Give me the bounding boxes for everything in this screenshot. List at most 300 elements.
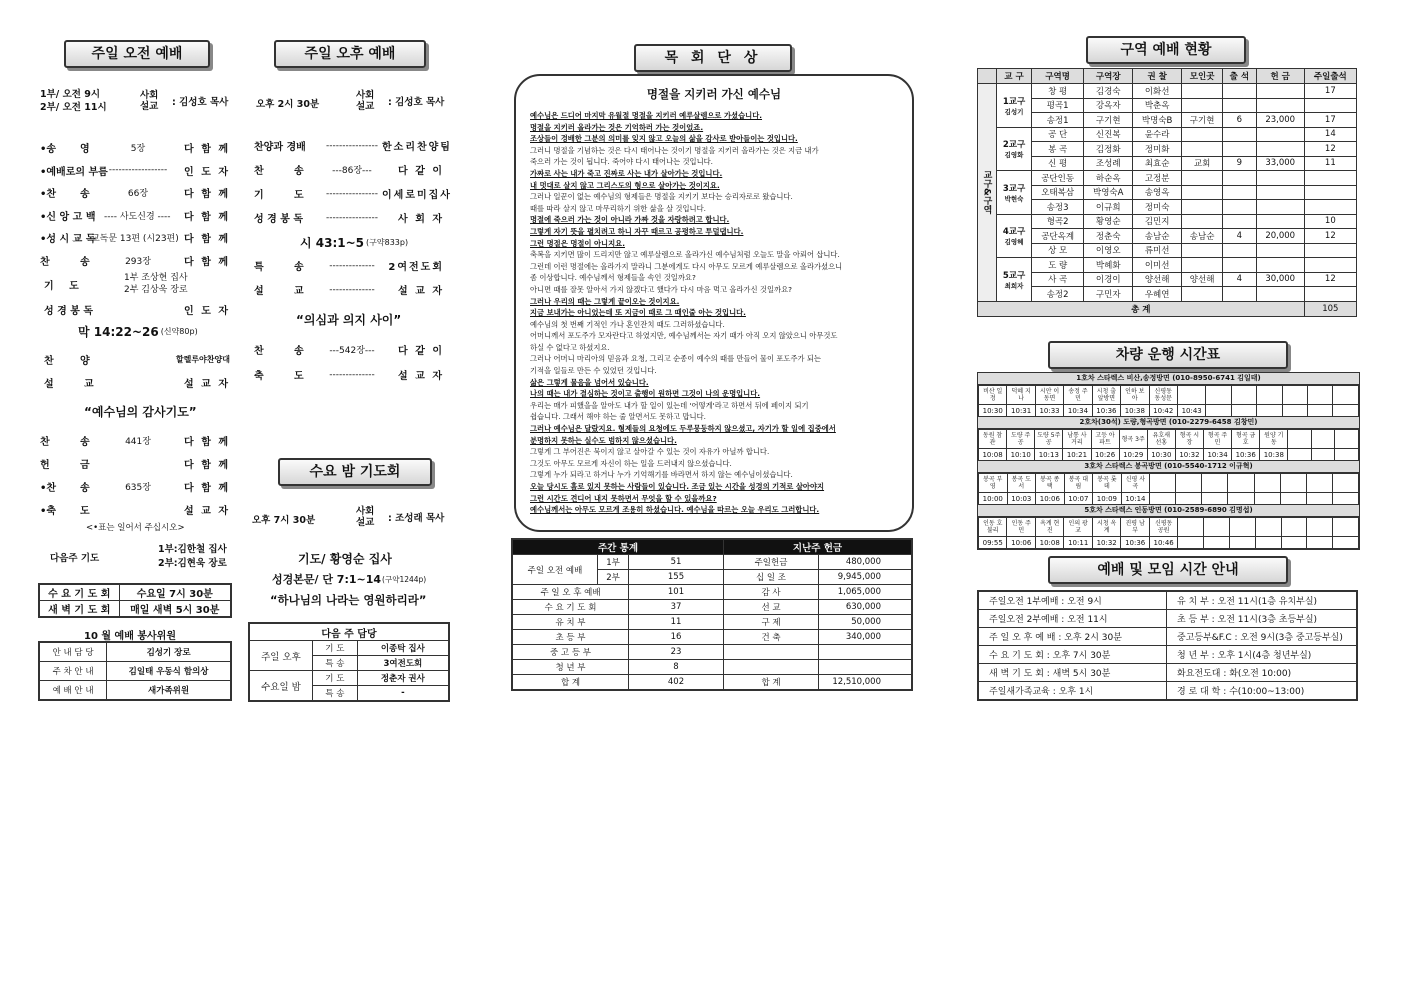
next-week-duty-table — [248, 622, 450, 702]
table-cell — [1223, 185, 1257, 200]
table-cell: 최효순 — [1133, 156, 1182, 171]
order-row — [40, 456, 230, 471]
morning-scripture — [78, 323, 198, 340]
offering-amount: 12,510,000 — [819, 675, 913, 691]
schedule-left: 새 벽 기 도 회 : 새벽 5시 30분 — [978, 664, 1167, 682]
bus-time — [1280, 493, 1306, 505]
bus-stop: 인동 호불리 — [979, 518, 1007, 537]
order-item-sub: 송 — [294, 166, 304, 177]
table-cell: 고정분 — [1133, 171, 1182, 186]
table-row — [512, 555, 912, 570]
order-item-sub: 도 — [80, 506, 90, 517]
offering-label: 감 사 — [724, 585, 819, 600]
bus-time: 10:38 — [1121, 405, 1149, 417]
bus-time: 10:32 — [1175, 449, 1203, 461]
order-item: 찬 — [254, 346, 264, 357]
bus-stop — [1228, 474, 1254, 493]
duty-group: 주일 오후 — [249, 641, 313, 671]
stats-count: 51 — [629, 555, 724, 570]
table-row — [512, 660, 912, 675]
table-row — [979, 430, 1359, 449]
column-text-line: 오늘 당시도 홀로 있지 못하는 사람들이 있습니다. 조금 있는 시간을 성경의 기적로 살아야지 — [530, 482, 825, 491]
column-text-line: 지금 보내가는 아니었는데 또 지금이 때로 그 때인줄 아는 것입니다. — [530, 308, 746, 318]
bus-stop — [1206, 386, 1231, 405]
stats-count: 8 — [629, 660, 724, 675]
order-item-sub: 송 — [80, 189, 90, 200]
table-cell: 23,000 — [1256, 113, 1304, 128]
order-person: 다 같 이 — [398, 346, 444, 357]
bus-time: 10:06 — [1007, 537, 1035, 549]
column-text-line: 명절을 지키러 올라가는 것은 기억하러 가는 것이었죠. — [530, 122, 704, 132]
table-cell: 송남순 — [1133, 229, 1182, 244]
table-cell: 특 송 — [313, 686, 358, 702]
order-person: 다 함 께 — [184, 189, 230, 200]
bus-time — [1229, 537, 1255, 549]
table-cell — [1304, 185, 1356, 200]
bus-route-title: 3호차 스타렉스 봉곡방면 (010-5540-1712 이규혁) — [978, 461, 1359, 473]
next-prayer — [50, 543, 227, 571]
bus-stop — [1150, 474, 1176, 493]
table-row — [512, 600, 912, 615]
order-detail: -------------- — [329, 284, 375, 295]
table-cell: 송영옥 — [1133, 185, 1182, 200]
bus-stop: 도량 주공 — [1007, 430, 1035, 449]
table-cell — [1223, 243, 1257, 258]
stats-label: 주 일 오 후 예배 — [512, 585, 629, 600]
column-text-line: 아니면 때를 잘못 알아서 가지 않겠다고 했다가 다시 마음 먹고 올라가신 것일까요? — [530, 284, 792, 294]
table-row — [978, 287, 1357, 302]
order-item-sub: 송 — [80, 483, 90, 494]
order-person: 다 함 께 — [184, 460, 230, 471]
table-cell — [1304, 200, 1356, 215]
order-row — [254, 138, 452, 153]
column-text-line: 우리는 매가 피했을을 알아도 내가 할 일이 있는데 '어떻게'라고 하면서 뒤에 페이지 되기 — [530, 400, 809, 410]
table-row — [39, 584, 231, 601]
table-cell: 류미선 — [1133, 243, 1182, 258]
bus-stop — [1231, 386, 1256, 405]
scripture-page: (구약1244p) — [382, 574, 427, 584]
stats-body — [512, 555, 912, 691]
table-cell: 김경숙 — [1084, 84, 1133, 99]
service-time-first: 1부/ 오전 9시 — [40, 89, 101, 100]
bus-time — [1206, 405, 1231, 417]
table-cell: 12 — [1304, 272, 1356, 287]
bus-stop — [1306, 474, 1332, 493]
offering-label: 구 제 — [724, 615, 819, 630]
stats-label: 중 고 등 부 — [512, 645, 629, 660]
bus-time: 10:34 — [1204, 449, 1232, 461]
offering-header: 지난주 헌금 — [724, 539, 913, 555]
table-cell: 주 차 안 내 — [39, 662, 107, 681]
stats-label: 합 계 — [512, 675, 629, 691]
order-person: 다 함 께 — [184, 211, 230, 223]
table-row — [978, 127, 1357, 142]
table-row — [249, 623, 449, 641]
bus-stop: 봉곡 도서 — [1007, 474, 1036, 493]
bus-stop — [1308, 386, 1333, 405]
table-cell — [1304, 243, 1356, 258]
district-leader: 박현숙 — [1004, 194, 1024, 203]
bus-time — [1311, 449, 1335, 461]
schedule-right: 화요전도대 : 화(오전 10:00) — [1167, 664, 1358, 682]
table-cell: 송남순 — [1182, 229, 1223, 244]
bus-time — [1202, 493, 1228, 505]
bus-time: 10:38 — [1260, 449, 1288, 461]
bus-stop — [1254, 474, 1280, 493]
order-row — [40, 433, 230, 448]
afternoon-sermon-title: “의심과 의지 사이” — [296, 313, 402, 327]
column-text-line: 분명하지 못하는 실수도 범하지 않으셨습니다. — [530, 435, 677, 445]
stats-count: 155 — [629, 570, 724, 585]
table-cell: 상 모 — [1032, 243, 1084, 258]
column-text-line: 그것도 아무도 모르게 자신이 하는 일을 드러내지 않으셨습니다. — [530, 458, 732, 468]
column-text-line: 때를 따라 살지 않고 마무리하기 위한 삶을 살 것입니다. — [530, 203, 706, 213]
offering-label: 선 교 — [724, 600, 819, 615]
table-cell: 4 — [1223, 229, 1257, 244]
table-cell: 구기현 — [1084, 113, 1133, 128]
column-text-line: 그러나 어머니 마리아의 믿음과 요청, 그리고 순종이 예수의 때를 만들어 물이 포도주가 되는 — [530, 354, 821, 364]
table-row — [512, 539, 912, 555]
order-person: 이세로미집사 — [382, 190, 452, 201]
table-cell: 안 내 담 당 — [39, 642, 107, 662]
bus-stop: 봉곡 대림 — [1064, 474, 1093, 493]
bus-time: 10:30 — [979, 405, 1007, 417]
stats-label: 초 등 부 — [512, 630, 629, 645]
reading-label: 성 경 봉 독 — [44, 306, 94, 317]
table-row — [512, 675, 912, 691]
column-text-line: 명절에 죽으러 가는 것이 아니라 가짜 것을 자랑하려고 합니다. — [530, 215, 730, 225]
table-cell — [1223, 200, 1257, 215]
stats-label: 청 년 부 — [512, 660, 629, 675]
bus-time: 10:13 — [1035, 449, 1063, 461]
next-prayer-person-2: 2부:김현욱 장로 — [158, 558, 227, 569]
wednesday-scripture — [272, 571, 426, 587]
table-cell: 17 — [1304, 113, 1356, 128]
reading-person: 인 도 자 — [184, 306, 230, 317]
column-header: 헌 금 — [1256, 69, 1304, 84]
bus-time: 10:21 — [1063, 449, 1091, 461]
offering-amount: 1,065,000 — [819, 585, 913, 600]
bus-stop — [1332, 474, 1358, 493]
table-cell: 정춘자 권사 — [357, 671, 449, 686]
table-cell — [1223, 171, 1257, 186]
table-cell: 예 배 안 내 — [39, 681, 107, 701]
table-row — [512, 585, 912, 600]
order-row — [40, 140, 230, 155]
table-cell: 김성기 장로 — [107, 642, 231, 662]
bus-time: 10:26 — [1091, 449, 1119, 461]
column-text-line: 나의 때는 내가 결심하는 것이고 출행이 원하면 그것이 나의 운명입니다. — [530, 389, 761, 399]
order-row — [254, 342, 444, 357]
table-cell: 20,000 — [1256, 229, 1304, 244]
table-cell: 우혜연 — [1133, 287, 1182, 302]
table-cell: 이규희 — [1084, 200, 1133, 215]
table-cell — [1256, 200, 1304, 215]
service-times — [40, 88, 107, 114]
offering-label: 주일헌금 — [724, 555, 819, 570]
prayer-person-1: 1부 조상현 집사 — [124, 273, 188, 283]
order-row — [254, 210, 444, 225]
stats-label: 유 치 부 — [512, 615, 629, 630]
district-name: 5교구 — [1002, 270, 1026, 281]
table-cell: 9 — [1223, 156, 1257, 171]
table-cell: 12 — [1304, 142, 1356, 157]
order-item: 성 경 봉 독 — [254, 214, 304, 225]
bus-time — [1176, 493, 1202, 505]
table-row — [512, 615, 912, 630]
table-cell: 10 — [1304, 214, 1356, 229]
table-cell: 송정1 — [1032, 113, 1084, 128]
choir-label: 찬 — [44, 356, 54, 367]
table-row — [979, 386, 1359, 405]
order-person: 다 같 이 — [398, 166, 444, 177]
table-cell: 수 요 기 도 회 — [39, 584, 119, 601]
weekday-service-table — [38, 583, 232, 618]
bus-schedule-header: 차량 운행 시간표 — [1048, 341, 1288, 369]
bus-stop — [1204, 518, 1230, 537]
table-cell: 김일태 우동식 함의상 — [107, 662, 231, 681]
table-cell — [1182, 243, 1223, 258]
table-row — [978, 200, 1357, 215]
bus-stop: 고등 아파트 — [1091, 430, 1119, 449]
table-cell: 송정2 — [1032, 287, 1084, 302]
order-detail: ---542장--- — [329, 346, 375, 356]
table-cell — [1223, 287, 1257, 302]
district-cell — [997, 171, 1032, 215]
servers-table — [38, 641, 232, 701]
order-item: 찬 — [40, 256, 50, 268]
order-item: •찬 — [40, 483, 57, 494]
table-row — [39, 662, 231, 681]
table-cell — [1182, 98, 1223, 113]
bus-stop — [1281, 518, 1307, 537]
order-row — [254, 282, 444, 297]
pastor-column-header: 목 회 단 상 — [634, 44, 792, 72]
district-leader: 김영혜 — [1004, 238, 1024, 247]
bus-route-title: 2호차(30석) 도량,형곡방면 (010-2279-6458 김창민) — [978, 417, 1359, 429]
bus-stop: 봉곡 롯데 — [1093, 474, 1122, 493]
bus-time — [1254, 493, 1280, 505]
order-row — [40, 479, 230, 494]
schedule-left: 수 요 기 도 회 : 오후 7시 30분 — [978, 646, 1167, 664]
stats-count: 23 — [629, 645, 724, 660]
order-detail: ---------------- — [326, 212, 378, 223]
table-cell: 김민지 — [1133, 214, 1182, 229]
order-item-sub: 영 — [80, 144, 90, 155]
stats-sub: 2부 — [598, 570, 629, 585]
table-cell: 형곡2 — [1032, 214, 1084, 229]
column-text-line: 그러니 명절을 기념하는 것은 다시 태어나는 것이기 명절을 지키러 올라가는 것은 지금 내가 — [530, 145, 819, 155]
table-cell — [1256, 185, 1304, 200]
morning-service-header: 주일 오전 예배 — [64, 40, 210, 68]
table-cell: 황영순 — [1084, 214, 1133, 229]
bus-route-table — [978, 385, 1359, 417]
bus-time: 10:30 — [1147, 449, 1175, 461]
schedule-right: 청 년 부 : 오후 1시(4층 청년부실) — [1167, 646, 1358, 664]
table-row — [978, 646, 1357, 664]
offering-amount: 340,000 — [819, 630, 913, 645]
schedule-right: 중고등부&F.C : 오전 9시(3층 중고등부실) — [1167, 628, 1358, 646]
bus-stop: 유호새 선홍 — [1147, 430, 1175, 449]
scripture-ref: 막 14:22~26 — [78, 325, 159, 339]
bus-stop: 동원 참관 — [979, 430, 1007, 449]
bus-stop — [1176, 474, 1202, 493]
order-item: •찬 — [40, 189, 57, 200]
bus-stop — [1307, 518, 1333, 537]
table-row — [978, 84, 1357, 99]
table-cell — [1256, 98, 1304, 113]
stats-count: 101 — [629, 585, 724, 600]
bus-time — [1333, 405, 1359, 417]
order-detail: -------------- — [329, 260, 375, 271]
leader-name: : 조성래 목사 — [388, 513, 445, 524]
offering-amount: 9,945,000 — [819, 570, 913, 585]
table-cell: 구기현 — [1182, 113, 1223, 128]
prayer-people — [124, 272, 188, 296]
order-detail: ---------------- — [326, 140, 378, 151]
wednesday-time: 오후 7시 30분 — [252, 515, 316, 526]
table-cell — [1256, 243, 1304, 258]
morning-leader — [140, 90, 228, 112]
order-detail: ---------------- — [326, 188, 378, 199]
order-person: 다 함 께 — [184, 437, 230, 448]
column-text-line: 어머니께서 포도주가 모자란다고 하였지만, 예수님께서는 자기 때가 아직 오지 않았으니 아무것도 — [530, 331, 838, 341]
table-cell — [1223, 214, 1257, 229]
bus-time — [1231, 405, 1256, 417]
bus-time: 10:09 — [1093, 493, 1122, 505]
bus-stop: 비산 일정 — [979, 386, 1007, 405]
afternoon-scripture — [300, 234, 408, 251]
order-item: 설 — [254, 286, 264, 297]
order-item-sub: 송 — [80, 256, 90, 268]
bus-route-title: 5호차 스타렉스 인동방면 (010-2589-6890 김명섭) — [978, 505, 1359, 517]
table-cell: 특 송 — [313, 656, 358, 671]
order-person: 다 함 께 — [184, 483, 230, 494]
table-cell: 새가족위원 — [107, 681, 231, 701]
bus-stop: 봉곡 종택 — [1036, 474, 1065, 493]
bus-route-table — [978, 429, 1359, 461]
order-row — [40, 502, 230, 517]
order-detail: 635장 — [125, 483, 151, 493]
bus-time: 10:11 — [1064, 537, 1092, 549]
bus-stop: 형곡 금호 — [1232, 430, 1260, 449]
table-cell: 박춘옥 — [1133, 98, 1182, 113]
table-cell: 오태복삼 — [1032, 185, 1084, 200]
scripture-page: (구약833p) — [366, 238, 409, 247]
order-item: •예배로의 부름 — [40, 166, 108, 178]
next-prayer-people — [158, 543, 227, 571]
table-row — [978, 171, 1357, 186]
order-detail: 교독문 13편 (시23편) — [90, 234, 179, 244]
district-cell — [997, 127, 1032, 171]
scripture-page: (신약80p) — [160, 327, 198, 336]
table-cell — [1256, 127, 1304, 142]
duty-title: 다음 주 담당 — [249, 623, 449, 641]
table-cell — [1182, 84, 1223, 99]
table-row — [979, 518, 1359, 537]
wednesday-service-header: 수요 밤 기도회 — [278, 458, 432, 486]
column-text-line: 그런 시간도 견디어 내지 못하면서 무엇을 할 수 있을까요? — [530, 493, 717, 503]
sermon-preacher: 설 교 자 — [184, 379, 230, 390]
bus-time: 10:29 — [1119, 449, 1147, 461]
order-row — [40, 253, 230, 268]
table-cell — [1223, 142, 1257, 157]
offering-label — [724, 660, 819, 675]
table-row — [978, 591, 1357, 610]
table-row — [978, 272, 1357, 287]
bus-time: 10:06 — [1036, 493, 1065, 505]
column-text-line: 죽으러 가는 것이 됩니다. 죽어야 다시 태어나는 것입니다. — [530, 157, 713, 167]
bus-stop: 신평 사곡 — [1121, 474, 1150, 493]
table-cell: 창 평 — [1032, 84, 1084, 99]
order-detail: 293장 — [125, 256, 151, 267]
bus-time: 10:46 — [1149, 537, 1177, 549]
table-cell: 기 도 — [313, 641, 358, 656]
bus-time: 10:08 — [979, 449, 1007, 461]
order-row — [40, 163, 230, 178]
column-text-line: 축복을 지키면 많이 드리지만 않고 예루살렘으로 올라가신 예수님처럼 오늘도 말을 아뢰어 삽니다. — [530, 250, 840, 260]
bus-schedule — [977, 372, 1360, 550]
bus-time — [1333, 537, 1359, 549]
order-item-sub: 도 — [294, 371, 304, 382]
bus-stop: 송정 주민 — [1064, 386, 1092, 405]
stats-count: 37 — [629, 600, 724, 615]
stats-sub: 1부 — [598, 555, 629, 570]
bus-stop: 원양 기동 — [1260, 430, 1288, 449]
bus-stop — [1280, 474, 1306, 493]
cell-report-table — [977, 68, 1357, 317]
leader-name: : 김성호 목사 — [388, 97, 445, 108]
side-label: 교구&구역 — [978, 84, 997, 302]
schedule-left: 주일오전 1부예배 : 오전 9시 — [978, 591, 1167, 610]
order-detail: ------------------ — [108, 165, 168, 175]
table-cell: 공 단 — [1032, 127, 1084, 142]
table-row — [512, 630, 912, 645]
table-cell — [1304, 98, 1356, 113]
table-cell — [1256, 142, 1304, 157]
prayer-label: 기 도 — [44, 280, 85, 292]
order-detail: 66장 — [127, 189, 149, 199]
afternoon-leader — [356, 90, 444, 112]
table-cell: 도 량 — [1032, 258, 1084, 273]
cell-body — [978, 84, 1357, 317]
order-row — [254, 367, 444, 382]
schedule-left: 주일새가족교육 : 오후 1시 — [978, 682, 1167, 701]
bus-time: 10:42 — [1149, 405, 1177, 417]
table-cell: 박명숙B — [1133, 113, 1182, 128]
table-cell — [1256, 214, 1304, 229]
table-cell — [1223, 84, 1257, 99]
table-row — [978, 301, 1357, 316]
table-cell: 공단옥계 — [1032, 229, 1084, 244]
bus-time — [1306, 493, 1332, 505]
prayer-person-2: 2부 김상욱 장로 — [124, 285, 188, 295]
order-item: 헌 — [40, 460, 50, 471]
leader-label: 사회 설교 — [356, 506, 375, 528]
choir-label-2: 양 — [79, 356, 90, 367]
table-row — [249, 671, 449, 686]
column-text-line: 그러나 예수님은 달랐지요. 형제들의 요청에도 두루뭉둥하지 않으셨고, 자기가 할 일에 집중에서 — [530, 424, 836, 434]
bus-time — [1335, 449, 1359, 461]
table-row — [978, 185, 1357, 200]
table-cell: 6 — [1223, 113, 1257, 128]
table-cell: 이경이 — [1084, 272, 1133, 287]
district-name: 4교구 — [1002, 227, 1026, 238]
offering-amount: 50,000 — [819, 615, 913, 630]
table-cell: 윤수라 — [1133, 127, 1182, 142]
table-row — [978, 664, 1357, 682]
column-header: 모인곳 — [1182, 69, 1223, 84]
